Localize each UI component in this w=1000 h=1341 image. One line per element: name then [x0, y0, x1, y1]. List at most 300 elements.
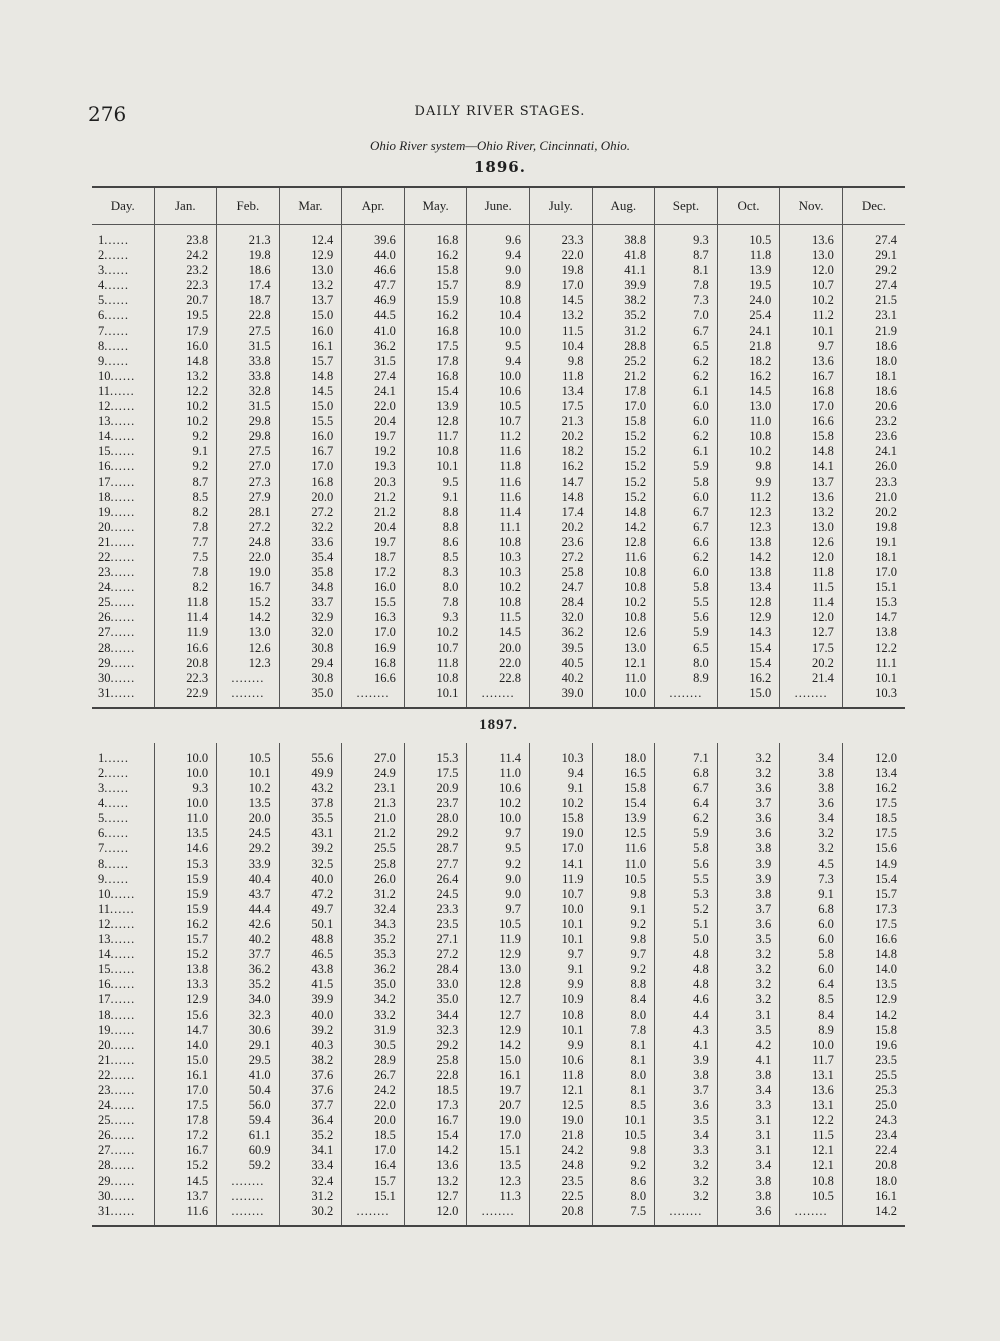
stage-value-cell: 39.9 [592, 278, 655, 293]
stage-value-cell: 4.2 [717, 1038, 780, 1053]
spacer-cell [780, 225, 843, 234]
column-header: Mar. [279, 187, 342, 225]
stage-value-cell: 10.2 [404, 625, 467, 640]
day-number: 30 [98, 1188, 111, 1203]
day-number: 30 [98, 670, 111, 685]
leader-dots: ...... [104, 750, 129, 765]
stage-value-cell: 10.1 [780, 324, 843, 339]
leader-dots: ...... [104, 826, 129, 841]
stage-value-cell: 14.3 [717, 625, 780, 640]
stage-value-cell: 14.5 [529, 293, 592, 308]
spacer-cell [842, 225, 905, 234]
spacer-cell [279, 701, 342, 708]
spacer-cell [404, 743, 467, 751]
stage-value-cell: 14.7 [154, 1023, 217, 1038]
stage-value-cell: 10.0 [467, 811, 530, 826]
spacer-cell [842, 701, 905, 708]
stage-value-cell: 25.8 [342, 857, 405, 872]
stage-value-cell: 12.4 [279, 233, 342, 248]
stage-value-cell: 13.9 [404, 399, 467, 414]
stage-value-cell: 29.5 [217, 1053, 280, 1068]
stage-value-cell: 9.8 [592, 887, 655, 902]
day-cell [92, 610, 154, 625]
leader-dots: ...... [110, 962, 136, 977]
spacer-cell [154, 743, 217, 751]
stage-value-cell: 22.0 [467, 656, 530, 671]
stage-value-cell: 10.2 [717, 444, 780, 459]
table-row [92, 1068, 905, 1083]
stage-value-cell: 9.1 [154, 444, 217, 459]
stage-value-cell: 6.4 [655, 796, 718, 811]
day-number: 21 [98, 534, 111, 549]
stage-value-cell: 21.5 [842, 293, 905, 308]
stage-value-cell: 21.2 [342, 505, 405, 520]
day-number: 9 [98, 871, 105, 886]
day-number: 28 [98, 1158, 111, 1173]
stage-value-cell: 14.5 [279, 384, 342, 399]
stage-value-cell: 3.4 [780, 751, 843, 766]
stage-value-cell: 8.4 [592, 992, 655, 1007]
stage-value-cell: 10.5 [780, 1189, 843, 1204]
day-number: 13 [98, 414, 111, 429]
stage-value-cell: 22.8 [467, 671, 530, 686]
stage-value-cell: 6.7 [655, 324, 718, 339]
stage-value-cell: 16.2 [154, 917, 217, 932]
stage-value-cell: 15.0 [717, 686, 780, 701]
table-row [92, 977, 905, 992]
stage-value-cell: 13.0 [717, 399, 780, 414]
stage-value-cell: 15.0 [279, 308, 342, 323]
stage-value-cell: 6.8 [655, 766, 718, 781]
stage-value-cell: 5.8 [655, 475, 718, 490]
stage-value-cell: 3.2 [717, 962, 780, 977]
stage-value-cell: 35.0 [342, 977, 405, 992]
stage-value-cell: 14.0 [842, 962, 905, 977]
stage-value-cell: 3.8 [780, 766, 843, 781]
stage-value-cell: 19.3 [342, 459, 405, 474]
leader-dots: ...... [110, 640, 136, 655]
day-cell [92, 872, 154, 887]
stage-value-cell: 13.7 [279, 293, 342, 308]
leader-dots: ...... [110, 429, 136, 444]
day-number: 3 [98, 263, 105, 278]
stage-value-cell: 26.0 [342, 872, 405, 887]
stage-value-cell: 3.5 [717, 1023, 780, 1038]
stage-value-cell: 17.5 [842, 796, 905, 811]
leader-dots: ...... [104, 871, 129, 886]
stage-value-cell: 9.8 [717, 459, 780, 474]
stage-value-cell: 14.0 [154, 1038, 217, 1053]
year-heading-1897: 1897. [92, 708, 905, 743]
spacer-cell [717, 743, 780, 751]
stage-value-cell: 3.1 [717, 1008, 780, 1023]
leader-dots: ...... [110, 1203, 136, 1218]
stage-value-cell: 17.0 [342, 1143, 405, 1158]
stage-value-cell: 11.8 [467, 459, 530, 474]
day-number: 5 [98, 811, 105, 826]
stage-value-cell: 3.1 [717, 1113, 780, 1128]
stage-value-cell: 10.8 [780, 1174, 843, 1189]
day-number: 20 [98, 519, 111, 534]
spacer-cell [217, 743, 280, 751]
stage-value-cell: 32.3 [217, 1008, 280, 1023]
stage-value-cell: 28.0 [404, 811, 467, 826]
stage-value-cell: 13.4 [717, 580, 780, 595]
stage-value-cell: 15.3 [154, 857, 217, 872]
day-cell [92, 1189, 154, 1204]
stage-value-cell: 10.8 [404, 444, 467, 459]
stage-value-cell: 12.6 [780, 535, 843, 550]
stage-value-cell: 23.5 [404, 917, 467, 932]
stage-value-cell: 25.8 [404, 1053, 467, 1068]
day-number: 8 [98, 856, 105, 871]
stage-value-cell: 20.2 [780, 656, 843, 671]
table-row [92, 1023, 905, 1038]
stage-value-cell: 17.4 [529, 505, 592, 520]
table-row [92, 841, 905, 856]
day-cell [92, 324, 154, 339]
stage-value-cell: 38.8 [592, 233, 655, 248]
stage-value-cell: 25.4 [717, 308, 780, 323]
stage-value-cell: 9.0 [467, 887, 530, 902]
stage-value-cell: 7.5 [592, 1204, 655, 1219]
stage-value-cell: 15.9 [154, 902, 217, 917]
table-row [92, 475, 905, 490]
stage-value-cell: 20.8 [842, 1158, 905, 1173]
stage-value-cell: 27.2 [279, 505, 342, 520]
stage-value-cell: 16.7 [217, 580, 280, 595]
day-number: 17 [98, 474, 111, 489]
year-heading-1896: 1896. [474, 158, 526, 176]
stage-value-cell: 13.8 [717, 535, 780, 550]
spacer-cell [279, 225, 342, 234]
table-row [92, 580, 905, 595]
table-row [92, 1174, 905, 1189]
stage-value-cell: 6.5 [655, 641, 718, 656]
stage-value-cell: 22.8 [404, 1068, 467, 1083]
stage-value-cell: ........ [217, 1204, 280, 1219]
leader-dots: ...... [110, 992, 136, 1007]
stage-value-cell: 30.5 [342, 1038, 405, 1053]
stage-value-cell: 15.4 [717, 641, 780, 656]
leader-dots: ...... [110, 1037, 136, 1052]
stage-value-cell: 15.4 [404, 1128, 467, 1143]
stage-value-cell: 9.8 [592, 932, 655, 947]
leader-dots: ...... [110, 504, 136, 519]
stage-value-cell: 18.0 [842, 354, 905, 369]
stage-value-cell: 15.8 [842, 1023, 905, 1038]
stage-value-cell: 15.7 [154, 932, 217, 947]
stage-value-cell: 23.8 [154, 233, 217, 248]
stage-value-cell: 17.0 [154, 1083, 217, 1098]
spacer-cell [592, 743, 655, 751]
day-number: 23 [98, 1082, 111, 1097]
stage-value-cell: 25.2 [592, 354, 655, 369]
stage-value-cell: 5.5 [655, 872, 718, 887]
table-row [92, 384, 905, 399]
spacer-cell [404, 1219, 467, 1226]
stage-value-cell: 22.0 [342, 399, 405, 414]
stage-value-cell: 21.8 [529, 1128, 592, 1143]
stage-value-cell: 7.8 [655, 278, 718, 293]
stage-value-cell: 9.3 [154, 781, 217, 796]
table-row [92, 550, 905, 565]
day-number: 28 [98, 640, 111, 655]
stage-value-cell: 14.2 [467, 1038, 530, 1053]
stage-value-cell: 6.4 [780, 977, 843, 992]
stage-value-cell: 20.6 [842, 399, 905, 414]
stage-value-cell: 7.3 [655, 293, 718, 308]
stage-value-cell: 28.4 [529, 595, 592, 610]
day-cell [92, 1113, 154, 1128]
day-number: 24 [98, 1098, 111, 1113]
stage-value-cell: 15.6 [842, 841, 905, 856]
day-number: 14 [98, 429, 111, 444]
stage-value-cell: 16.1 [467, 1068, 530, 1083]
stage-value-cell: 29.1 [217, 1038, 280, 1053]
stage-value-cell: 3.7 [717, 796, 780, 811]
stage-value-cell: 3.9 [717, 872, 780, 887]
stage-value-cell: 17.9 [154, 324, 217, 339]
stage-value-cell: 18.0 [842, 1174, 905, 1189]
stage-value-cell: 14.5 [467, 625, 530, 640]
stage-value-cell: 23.1 [342, 781, 405, 796]
stage-value-cell: 35.0 [279, 686, 342, 701]
stage-value-cell: 4.6 [655, 992, 718, 1007]
stage-value-cell: 11.6 [467, 444, 530, 459]
stage-value-cell: 7.8 [154, 520, 217, 535]
stage-value-cell: 5.9 [655, 826, 718, 841]
stage-value-cell: 16.5 [592, 766, 655, 781]
stage-value-cell: 13.0 [279, 263, 342, 278]
stage-value-cell: 30.8 [279, 671, 342, 686]
stage-value-cell: 21.8 [717, 339, 780, 354]
day-number: 22 [98, 1067, 111, 1082]
stage-value-cell: 12.8 [592, 535, 655, 550]
leader-dots: ...... [110, 947, 136, 962]
stage-value-cell: 3.8 [717, 1174, 780, 1189]
stage-value-cell: 12.9 [467, 947, 530, 962]
stage-value-cell: 12.9 [279, 248, 342, 263]
table-row [92, 595, 905, 610]
stage-value-cell: 13.5 [154, 826, 217, 841]
leader-dots: ...... [110, 1173, 136, 1188]
column-header: Dec. [842, 187, 905, 225]
stage-value-cell: 3.5 [717, 932, 780, 947]
stage-value-cell: 5.3 [655, 887, 718, 902]
running-head: DAILY RIVER STAGES. [414, 104, 586, 119]
stage-value-cell: 38.2 [592, 293, 655, 308]
stage-value-cell: 11.0 [154, 811, 217, 826]
stage-value-cell: 16.8 [342, 656, 405, 671]
stage-value-cell: 32.0 [279, 625, 342, 640]
stage-value-cell: 9.8 [529, 354, 592, 369]
stage-value-cell: 14.5 [154, 1174, 217, 1189]
stage-value-cell: 7.0 [655, 308, 718, 323]
day-number: 31 [98, 685, 111, 700]
stage-value-cell: 24.2 [342, 1083, 405, 1098]
stage-value-cell: 3.2 [780, 826, 843, 841]
stage-value-cell: 14.6 [154, 841, 217, 856]
stage-value-cell: 21.2 [342, 826, 405, 841]
stage-value-cell: 21.3 [342, 796, 405, 811]
stage-value-cell: 44.0 [342, 248, 405, 263]
day-number: 6 [98, 308, 105, 323]
stage-value-cell: 36.2 [342, 962, 405, 977]
stage-value-cell: 15.9 [404, 293, 467, 308]
stage-value-cell: 10.1 [529, 917, 592, 932]
stage-value-cell: 32.0 [529, 610, 592, 625]
stage-value-cell: 3.7 [655, 1083, 718, 1098]
stage-value-cell: 31.5 [342, 354, 405, 369]
table-row [92, 917, 905, 932]
stage-value-cell: 16.7 [404, 1113, 467, 1128]
spacer-cell [717, 701, 780, 708]
stage-value-cell: 7.7 [154, 535, 217, 550]
spacer-cell [717, 225, 780, 234]
stage-value-cell: 13.5 [217, 796, 280, 811]
stage-value-cell: 15.2 [217, 595, 280, 610]
stage-value-cell: 12.7 [467, 1008, 530, 1023]
day-cell [92, 857, 154, 872]
stage-value-cell: 15.1 [342, 1189, 405, 1204]
stage-value-cell: 10.1 [529, 1023, 592, 1038]
stage-value-cell: 17.0 [342, 625, 405, 640]
stage-value-cell: 10.8 [717, 429, 780, 444]
stage-value-cell: 6.2 [655, 550, 718, 565]
stage-value-cell: 15.4 [404, 384, 467, 399]
stage-value-cell: 11.8 [717, 248, 780, 263]
stage-value-cell: 15.6 [154, 1008, 217, 1023]
table-row [92, 1204, 905, 1219]
stage-value-cell: 15.3 [842, 595, 905, 610]
table-row [92, 354, 905, 369]
table-row [92, 429, 905, 444]
day-cell [92, 278, 154, 293]
day-number: 31 [98, 1203, 111, 1218]
stage-value-cell: 10.1 [217, 766, 280, 781]
spacer-cell [92, 701, 154, 708]
stage-value-cell: 8.1 [592, 1038, 655, 1053]
stage-value-cell: 10.8 [467, 535, 530, 550]
stage-value-cell: 16.7 [279, 444, 342, 459]
stage-value-cell: 17.0 [279, 459, 342, 474]
stage-value-cell: 46.5 [279, 947, 342, 962]
stage-value-cell: 12.9 [154, 992, 217, 1007]
stage-value-cell: 36.2 [342, 339, 405, 354]
spacer-cell [92, 1219, 154, 1226]
stage-value-cell: 22.0 [529, 248, 592, 263]
spacer-cell [780, 743, 843, 751]
stage-value-cell: 16.9 [342, 641, 405, 656]
stage-value-cell: 10.5 [217, 751, 280, 766]
stage-value-cell: 12.8 [467, 977, 530, 992]
stage-value-cell: 28.8 [592, 339, 655, 354]
river-stage-table-container [92, 186, 905, 1227]
stage-value-cell: 39.2 [279, 841, 342, 856]
stage-value-cell: 12.0 [404, 1204, 467, 1219]
stage-value-cell: ........ [655, 1204, 718, 1219]
stage-value-cell: 6.0 [655, 414, 718, 429]
stage-value-cell: 17.0 [467, 1128, 530, 1143]
stage-value-cell: 9.2 [592, 917, 655, 932]
stage-value-cell: 10.1 [842, 671, 905, 686]
stage-value-cell: 12.2 [842, 641, 905, 656]
stage-value-cell: 8.0 [404, 580, 467, 595]
day-cell [92, 444, 154, 459]
stage-value-cell: 11.6 [592, 841, 655, 856]
stage-value-cell: 10.2 [154, 399, 217, 414]
stage-value-cell: 24.1 [342, 384, 405, 399]
stage-value-cell: 3.5 [655, 1113, 718, 1128]
page-number: 276 [88, 102, 127, 126]
stage-value-cell: 39.0 [529, 686, 592, 701]
stage-value-cell: 12.1 [780, 1143, 843, 1158]
stage-value-cell: 15.7 [279, 354, 342, 369]
stage-value-cell: 3.2 [655, 1174, 718, 1189]
table-row [92, 490, 905, 505]
spacer-cell [717, 1219, 780, 1226]
day-cell [92, 766, 154, 781]
stage-value-cell: 12.7 [780, 625, 843, 640]
stage-value-cell: 35.8 [279, 565, 342, 580]
stage-value-cell: 16.1 [842, 1189, 905, 1204]
stage-value-cell: 12.1 [529, 1083, 592, 1098]
stage-value-cell: 9.9 [529, 1038, 592, 1053]
stage-value-cell: 14.8 [592, 505, 655, 520]
day-cell [92, 781, 154, 796]
stage-value-cell: 25.5 [342, 841, 405, 856]
column-header: Feb. [217, 187, 280, 225]
stage-value-cell: 5.5 [655, 595, 718, 610]
stage-value-cell: 15.8 [529, 811, 592, 826]
stage-value-cell: 15.1 [467, 1143, 530, 1158]
day-number: 19 [98, 504, 111, 519]
stage-value-cell: 19.7 [467, 1083, 530, 1098]
stage-value-cell: 12.7 [467, 992, 530, 1007]
stage-value-cell: 4.8 [655, 947, 718, 962]
stage-value-cell: 23.6 [529, 535, 592, 550]
stage-value-cell: 13.9 [717, 263, 780, 278]
stage-value-cell: 24.1 [842, 444, 905, 459]
day-cell [92, 354, 154, 369]
stage-value-cell: 41.0 [342, 324, 405, 339]
stage-value-cell: 13.2 [529, 308, 592, 323]
spacer-cell [342, 1219, 405, 1226]
table-body-1896 [92, 225, 905, 708]
day-cell [92, 887, 154, 902]
day-number: 5 [98, 293, 105, 308]
day-cell [92, 1143, 154, 1158]
stage-value-cell: 15.4 [717, 656, 780, 671]
year-separator [92, 708, 905, 743]
stage-value-cell: 13.0 [592, 641, 655, 656]
stage-value-cell: 27.9 [217, 490, 280, 505]
spacer-cell [655, 701, 718, 708]
stage-value-cell: 13.2 [780, 505, 843, 520]
stage-value-cell: 10.0 [529, 902, 592, 917]
stage-value-cell: 31.2 [279, 1189, 342, 1204]
stage-value-cell: 10.1 [529, 932, 592, 947]
stage-value-cell: 7.8 [404, 595, 467, 610]
stage-value-cell: 27.3 [217, 475, 280, 490]
stage-value-cell: 19.6 [842, 1038, 905, 1053]
stage-value-cell: 8.6 [592, 1174, 655, 1189]
day-number: 15 [98, 962, 111, 977]
stage-value-cell: 11.8 [780, 565, 843, 580]
leader-dots: ...... [104, 293, 129, 308]
day-cell [92, 384, 154, 399]
